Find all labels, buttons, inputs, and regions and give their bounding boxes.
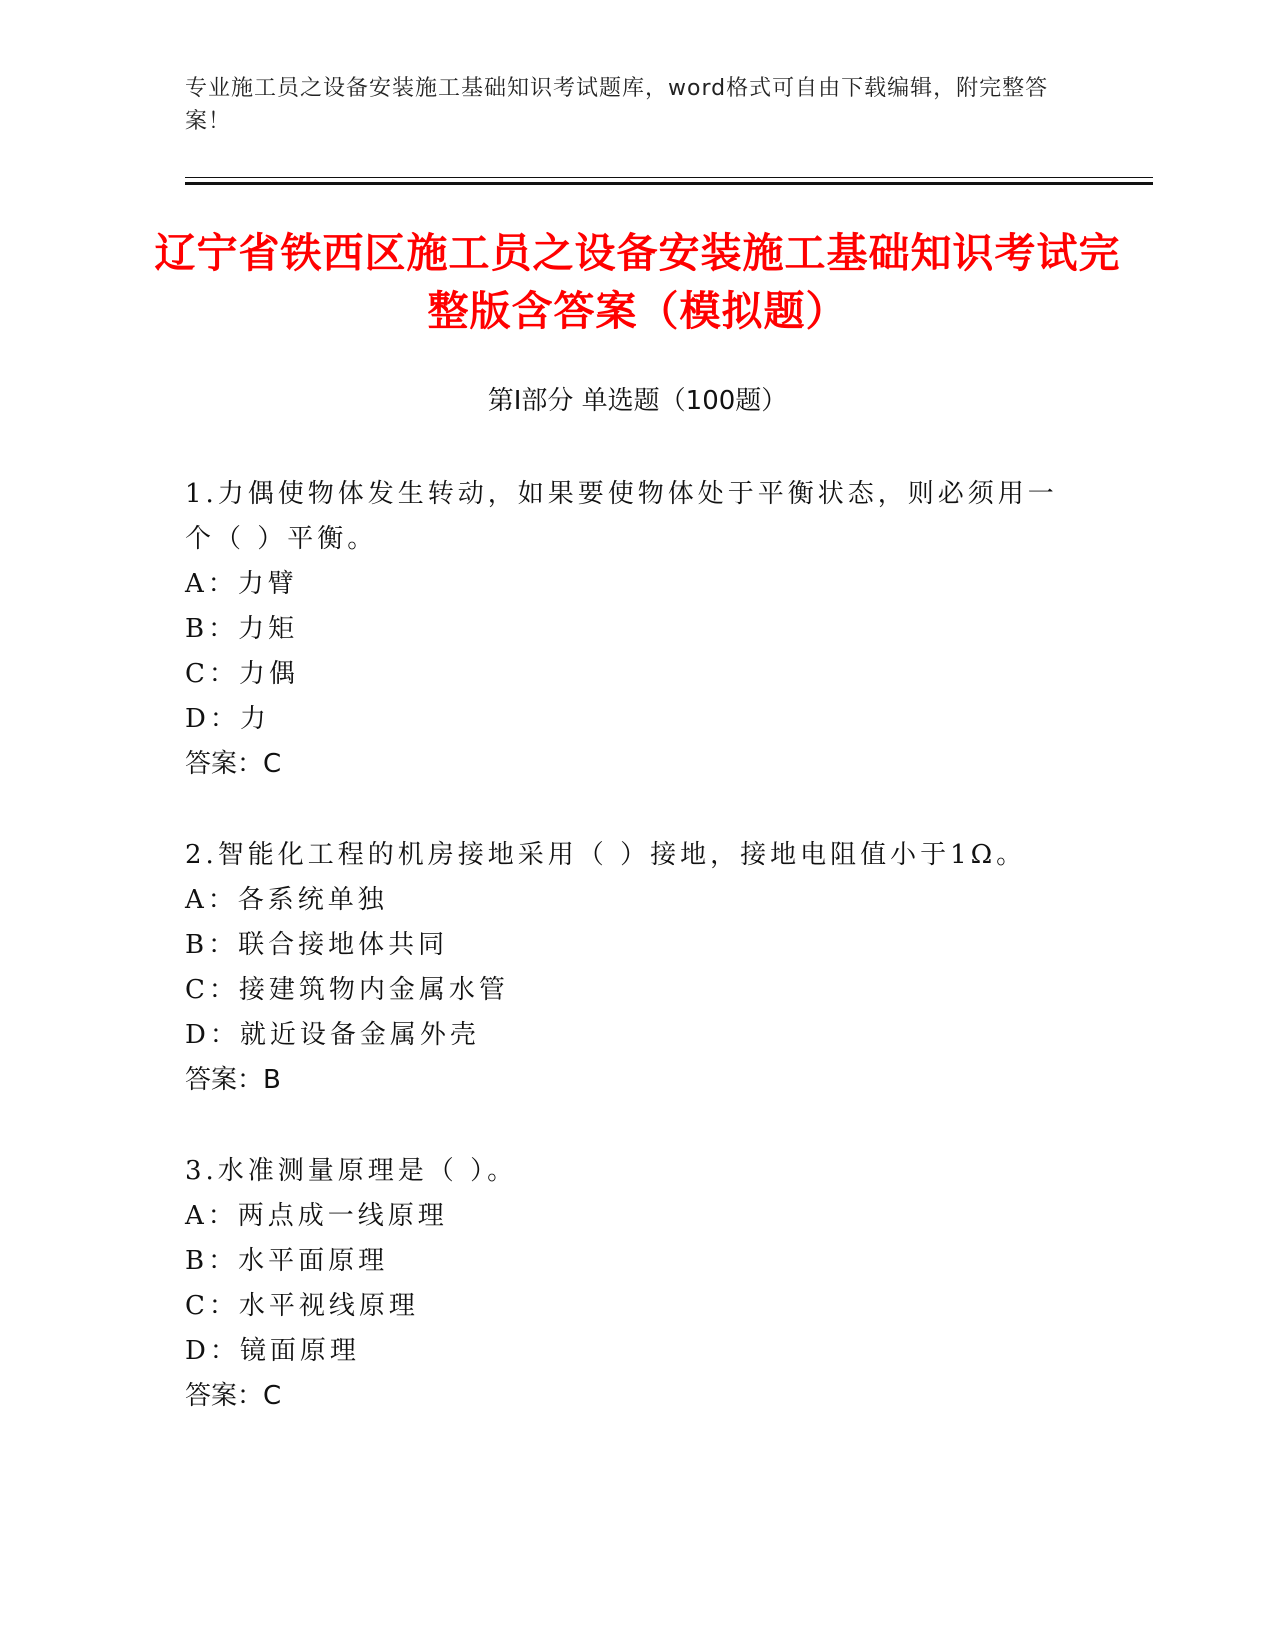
option-d: D：力 [185,704,270,734]
option-c: C：水平视线原理 [185,1291,419,1321]
question-2 [185,833,1065,1103]
option-c: C：接建筑物内金属水管 [185,975,509,1005]
option-a: A：力臂 [185,569,298,599]
option-b: B：力矩 [185,614,299,644]
option-b: B：联合接地体共同 [185,930,449,960]
question-stem: 2.智能化工程的机房接地采用（ ）接地，接地电阻值小于1Ω。 [185,840,1027,870]
option-d: D：镜面原理 [185,1336,360,1366]
header-divider-thin [185,177,1153,178]
answer-line: 答案：B [185,1065,281,1095]
question-list [185,472,1065,1465]
document-title: 辽宁省铁西区施工员之设备安装施工基础知识考试完整版含答案（模拟题） [154,229,1121,335]
option-a: A：两点成一线原理 [185,1201,448,1231]
option-d: D：就近设备金属外壳 [185,1020,480,1050]
header-divider-thick [185,182,1153,185]
option-a: A：各系统单独 [185,885,388,915]
option-b: B：水平面原理 [185,1246,389,1276]
section-heading: 第Ⅰ部分 单选题（100题） [487,386,788,416]
answer-line: 答案：C [185,749,282,779]
question-stem: 3.水准测量原理是（ ）。 [185,1156,518,1186]
answer-line: 答案：C [185,1381,282,1411]
question-1 [185,472,1065,787]
question-3 [185,1149,1065,1419]
header-note: 专业施工员之设备安装施工基础知识考试题库，word格式可自由下载编辑，附完整答案！ [185,76,1049,134]
question-stem: 1.力偶使物体发生转动，如果要使物体处于平衡状态，则必须用一个（ ）平衡。 [185,479,1058,554]
option-c: C：力偶 [185,659,299,689]
